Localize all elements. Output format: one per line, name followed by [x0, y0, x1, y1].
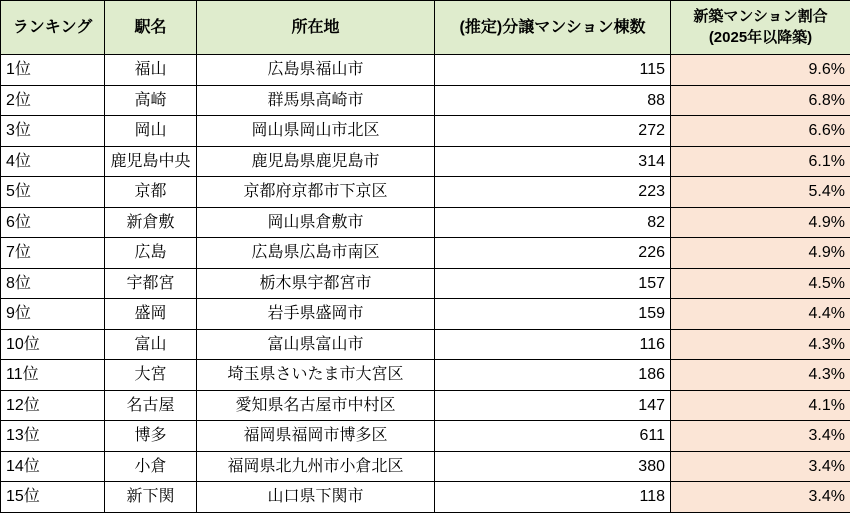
- cell-rank: 13位: [1, 421, 105, 452]
- table-header: [1, 1, 850, 55]
- cell-station: 新倉敷: [105, 207, 197, 238]
- cell-rank: 14位: [1, 451, 105, 482]
- cell-station: 京都: [105, 177, 197, 208]
- cell-location: 鹿児島県鹿児島市: [197, 146, 435, 177]
- cell-station: 博多: [105, 421, 197, 452]
- cell-count: 186: [435, 360, 671, 391]
- column-header-rank: ランキング: [1, 1, 105, 55]
- cell-location: 富山県富山市: [197, 329, 435, 360]
- cell-count: 226: [435, 238, 671, 269]
- cell-count: 88: [435, 85, 671, 116]
- cell-rank: 6位: [1, 207, 105, 238]
- cell-station: 名古屋: [105, 390, 197, 421]
- cell-location: 岩手県盛岡市: [197, 299, 435, 330]
- cell-ratio: 4.1%: [671, 390, 850, 421]
- cell-location: 群馬県高崎市: [197, 85, 435, 116]
- cell-station: 富山: [105, 329, 197, 360]
- column-header-count: (推定)分譲マンション棟数: [435, 1, 671, 55]
- table-body: [1, 55, 850, 513]
- cell-ratio: 4.4%: [671, 299, 850, 330]
- cell-station: 岡山: [105, 116, 197, 147]
- cell-ratio: 4.9%: [671, 207, 850, 238]
- cell-count: 115: [435, 55, 671, 86]
- cell-location: 山口県下関市: [197, 482, 435, 513]
- column-header-station: 駅名: [105, 1, 197, 55]
- cell-station: 大宮: [105, 360, 197, 391]
- table-row: [1, 238, 850, 269]
- cell-rank: 12位: [1, 390, 105, 421]
- cell-station: 新下関: [105, 482, 197, 513]
- cell-ratio: 6.1%: [671, 146, 850, 177]
- cell-ratio: 3.4%: [671, 482, 850, 513]
- cell-station: 鹿児島中央: [105, 146, 197, 177]
- table-row: [1, 299, 850, 330]
- cell-location: 京都府京都市下京区: [197, 177, 435, 208]
- cell-rank: 4位: [1, 146, 105, 177]
- cell-ratio: 4.3%: [671, 329, 850, 360]
- table-row: [1, 360, 850, 391]
- cell-station: 広島: [105, 238, 197, 269]
- cell-count: 272: [435, 116, 671, 147]
- table-row: [1, 390, 850, 421]
- table-row: [1, 55, 850, 86]
- table-row: [1, 116, 850, 147]
- cell-count: 611: [435, 421, 671, 452]
- cell-ratio: 4.3%: [671, 360, 850, 391]
- cell-count: 157: [435, 268, 671, 299]
- cell-count: 380: [435, 451, 671, 482]
- cell-rank: 9位: [1, 299, 105, 330]
- table-row: [1, 482, 850, 513]
- cell-ratio: 6.8%: [671, 85, 850, 116]
- cell-ratio: 4.9%: [671, 238, 850, 269]
- cell-rank: 10位: [1, 329, 105, 360]
- cell-location: 岡山県倉敷市: [197, 207, 435, 238]
- cell-rank: 5位: [1, 177, 105, 208]
- cell-count: 314: [435, 146, 671, 177]
- cell-rank: 11位: [1, 360, 105, 391]
- cell-ratio: 5.4%: [671, 177, 850, 208]
- cell-location: 広島県広島市南区: [197, 238, 435, 269]
- cell-rank: 3位: [1, 116, 105, 147]
- column-header-ratio-line1: 新築マンション割合: [676, 7, 845, 27]
- table-row: [1, 146, 850, 177]
- cell-count: 118: [435, 482, 671, 513]
- cell-location: 栃木県宇都宮市: [197, 268, 435, 299]
- table-row: [1, 207, 850, 238]
- cell-location: 福岡県福岡市博多区: [197, 421, 435, 452]
- cell-ratio: 3.4%: [671, 421, 850, 452]
- column-header-location: 所在地: [197, 1, 435, 55]
- cell-rank: 1位: [1, 55, 105, 86]
- table-row: [1, 177, 850, 208]
- cell-rank: 8位: [1, 268, 105, 299]
- cell-count: 147: [435, 390, 671, 421]
- cell-rank: 2位: [1, 85, 105, 116]
- cell-station: 高崎: [105, 85, 197, 116]
- cell-ratio: 6.6%: [671, 116, 850, 147]
- cell-location: 愛知県名古屋市中村区: [197, 390, 435, 421]
- cell-count: 159: [435, 299, 671, 330]
- header-row: [1, 1, 850, 55]
- cell-ratio: 9.6%: [671, 55, 850, 86]
- cell-location: 広島県福山市: [197, 55, 435, 86]
- cell-location: 埼玉県さいたま市大宮区: [197, 360, 435, 391]
- cell-rank: 7位: [1, 238, 105, 269]
- table-row: [1, 451, 850, 482]
- cell-location: 福岡県北九州市小倉北区: [197, 451, 435, 482]
- table-row: [1, 329, 850, 360]
- cell-station: 福山: [105, 55, 197, 86]
- cell-ratio: 4.5%: [671, 268, 850, 299]
- column-header-ratio-line2: (2025年以降築): [676, 28, 845, 48]
- table-row: [1, 268, 850, 299]
- column-header-ratio: [671, 1, 850, 55]
- cell-count: 223: [435, 177, 671, 208]
- cell-count: 82: [435, 207, 671, 238]
- cell-rank: 15位: [1, 482, 105, 513]
- cell-station: 小倉: [105, 451, 197, 482]
- cell-ratio: 3.4%: [671, 451, 850, 482]
- table-row: [1, 421, 850, 452]
- cell-station: 宇都宮: [105, 268, 197, 299]
- cell-station: 盛岡: [105, 299, 197, 330]
- table-row: [1, 85, 850, 116]
- cell-count: 116: [435, 329, 671, 360]
- cell-location: 岡山県岡山市北区: [197, 116, 435, 147]
